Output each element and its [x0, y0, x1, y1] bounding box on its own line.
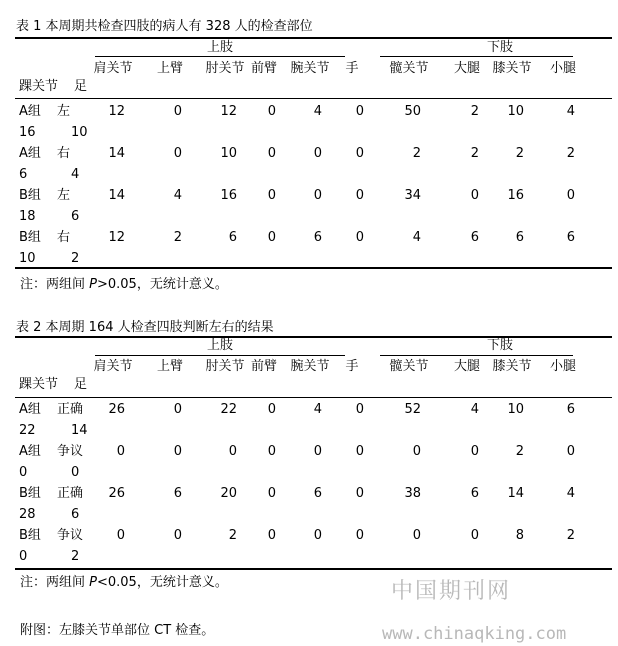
table2-row-side: 正确: [57, 402, 84, 417]
table1-table-cell: 10: [507, 104, 524, 119]
watermark-url: www.chinaqking.com: [382, 624, 567, 644]
table2-table-cell: 4: [470, 402, 479, 417]
table2-table-cell: 6: [313, 486, 322, 501]
appendix-caption: 附图：左膝关节单部位 CT 检查。: [20, 623, 215, 638]
table2-row-group: B组: [19, 486, 41, 501]
table2-table-cell: 0: [355, 402, 364, 417]
table2-table-cell: 2: [566, 528, 575, 543]
table1-col-header: 腕关节: [290, 61, 330, 76]
table1-caption: 表 1 本周期共检查四肢的病人有 328 人的检查部位: [16, 19, 313, 34]
table1-table-cell: 0: [355, 230, 364, 245]
table1-row-group: B组: [19, 230, 41, 245]
table1-table-cell: 4: [173, 188, 182, 203]
table2-table-cell: 6: [470, 486, 479, 501]
table1-table-cell: 2: [470, 104, 479, 119]
table2-table-cell: 0: [173, 444, 182, 459]
table2-col-header: 前臂: [250, 359, 277, 374]
table1-row-ankle: 18: [19, 209, 36, 224]
table1-row-ankle: 6: [19, 167, 28, 182]
table1-col-header: 手: [345, 61, 359, 76]
table1-table-cell: 16: [220, 188, 237, 203]
table1-row-ankle: 16: [19, 125, 36, 140]
table2-table-cell: 0: [355, 486, 364, 501]
table2-row-ankle: 0: [19, 549, 28, 564]
table1-row-header-ankle: 踝关节: [19, 79, 59, 94]
table1-table-cell: 6: [228, 230, 237, 245]
table2-table-cell: 8: [515, 528, 524, 543]
table1-col-header: 大腿: [453, 61, 480, 76]
table2-table-cell: 52: [404, 402, 421, 417]
table1-table-cell: 0: [355, 146, 364, 161]
table2-table-cell: 0: [267, 444, 276, 459]
table2-row-side: 正确: [57, 486, 84, 501]
table1-table-cell: 0: [470, 188, 479, 203]
table1-table-cell: 0: [313, 188, 322, 203]
table1-table-cell: 0: [267, 104, 276, 119]
table2-row-foot: 6: [71, 507, 80, 522]
table1-row-side: 右: [57, 146, 71, 161]
table2-upper-span-rule: [95, 355, 345, 356]
table1-upper-limb-header: 上肢: [206, 40, 233, 55]
table2-table-cell: 0: [412, 444, 421, 459]
table1-table-cell: 0: [173, 104, 182, 119]
table2-table-cell: 14: [507, 486, 524, 501]
table1-top-rule: [15, 37, 612, 39]
table2-note: 注：两组间 P<0.05，无统计意义。: [20, 575, 228, 590]
table2-table-cell: 0: [313, 528, 322, 543]
watermark-cn: 中国期刊网: [391, 579, 512, 604]
table2-table-cell: 0: [116, 444, 125, 459]
table1-bottom-rule: [15, 267, 612, 269]
table1-row-group: A组: [19, 146, 41, 161]
table1-row-group: B组: [19, 188, 41, 203]
table1-table-cell: 0: [355, 188, 364, 203]
table1-table-cell: 2: [412, 146, 421, 161]
table2-row-group: A组: [19, 402, 41, 417]
table1-note: 注：两组间 P>0.05，无统计意义。: [20, 277, 228, 292]
table2-row-foot: 14: [71, 423, 88, 438]
table2-row-foot: 2: [71, 549, 80, 564]
table1-table-cell: 12: [220, 104, 237, 119]
table1-table-cell: 2: [173, 230, 182, 245]
table2-table-cell: 20: [220, 486, 237, 501]
table1-table-cell: 0: [566, 188, 575, 203]
table1-table-cell: 14: [108, 188, 125, 203]
table2-caption: 表 2 本周期 164 人检查四肢判断左右的结果: [16, 320, 274, 335]
table1-table-cell: 4: [412, 230, 421, 245]
table1-col-header: 髋关节: [389, 61, 429, 76]
table1-row-side: 右: [57, 230, 71, 245]
table1-table-cell: 4: [313, 104, 322, 119]
table2-lower-span-rule: [380, 355, 573, 356]
table2-row-foot: 0: [71, 465, 80, 480]
table1-row-side: 左: [57, 188, 71, 203]
table1-row-group: A组: [19, 104, 41, 119]
table2-row-group: A组: [19, 444, 41, 459]
table2-col-header: 髋关节: [389, 359, 429, 374]
table2-note-var: P: [89, 575, 97, 590]
table2-table-cell: 0: [313, 444, 322, 459]
table1-row-foot: 2: [71, 251, 80, 266]
table1-note-var: P: [89, 277, 97, 292]
table1-table-cell: 6: [470, 230, 479, 245]
table1-table-cell: 0: [355, 104, 364, 119]
table2-bottom-rule: [15, 568, 612, 570]
table1-header-rule: [15, 98, 612, 99]
table2-col-header: 腕关节: [290, 359, 330, 374]
table1-table-cell: 0: [313, 146, 322, 161]
table2-table-cell: 0: [116, 528, 125, 543]
table2-col-header: 小腿: [549, 359, 576, 374]
table1-col-header: 上臂: [156, 61, 183, 76]
table2-col-header: 手: [345, 359, 359, 374]
table2-table-cell: 26: [108, 402, 125, 417]
table1-table-cell: 2: [566, 146, 575, 161]
table2-table-cell: 0: [267, 402, 276, 417]
table1-table-cell: 12: [108, 104, 125, 119]
table2-row-group: B组: [19, 528, 41, 543]
table1-table-cell: 6: [515, 230, 524, 245]
table1-table-cell: 0: [173, 146, 182, 161]
table2-table-cell: 0: [412, 528, 421, 543]
table2-row-ankle: 22: [19, 423, 36, 438]
table2-upper-limb-header: 上肢: [206, 338, 233, 353]
table2-row-side: 争议: [57, 528, 84, 543]
table1-upper-span-rule: [95, 56, 345, 57]
table1-row-foot: 10: [71, 125, 88, 140]
table2-row-header-foot: 足: [74, 377, 88, 392]
table2-col-header: 肘关节: [205, 359, 245, 374]
table1-row-foot: 4: [71, 167, 80, 182]
table2-row-header-ankle: 踝关节: [19, 377, 59, 392]
table1-table-cell: 2: [470, 146, 479, 161]
table2-table-cell: 4: [313, 402, 322, 417]
table1-table-cell: 50: [404, 104, 421, 119]
table2-table-cell: 26: [108, 486, 125, 501]
table2-col-header: 上臂: [156, 359, 183, 374]
table2-table-cell: 0: [228, 444, 237, 459]
table1-table-cell: 10: [220, 146, 237, 161]
table2-table-cell: 0: [173, 528, 182, 543]
table2-col-header: 膝关节: [492, 359, 532, 374]
table1-col-header: 小腿: [549, 61, 576, 76]
table2-table-cell: 0: [173, 402, 182, 417]
table1-row-ankle: 10: [19, 251, 36, 266]
table2-table-cell: 2: [228, 528, 237, 543]
table2-col-header: 肩关节: [93, 359, 133, 374]
table2-table-cell: 10: [507, 402, 524, 417]
table1-table-cell: 16: [507, 188, 524, 203]
table1-table-cell: 14: [108, 146, 125, 161]
table2-table-cell: 0: [470, 528, 479, 543]
table2-table-cell: 0: [470, 444, 479, 459]
table2-table-cell: 0: [355, 528, 364, 543]
table2-col-header: 大腿: [453, 359, 480, 374]
table1-col-header: 膝关节: [492, 61, 532, 76]
table1-col-header: 前臂: [250, 61, 277, 76]
table1-col-header: 肘关节: [205, 61, 245, 76]
table2-table-cell: 0: [267, 528, 276, 543]
table1-col-header: 肩关节: [93, 61, 133, 76]
table2-table-cell: 0: [267, 486, 276, 501]
table1-table-cell: 12: [108, 230, 125, 245]
table1-row-side: 左: [57, 104, 71, 119]
table2-row-side: 争议: [57, 444, 84, 459]
table2-row-ankle: 28: [19, 507, 36, 522]
table1-table-cell: 0: [267, 230, 276, 245]
table1-table-cell: 4: [566, 104, 575, 119]
table1-lower-span-rule: [380, 56, 573, 57]
table2-table-cell: 2: [515, 444, 524, 459]
table1-lower-limb-header: 下肢: [486, 40, 513, 55]
table1-table-cell: 6: [313, 230, 322, 245]
table2-table-cell: 22: [220, 402, 237, 417]
table1-table-cell: 0: [267, 188, 276, 203]
table1-table-cell: 2: [515, 146, 524, 161]
table1-row-foot: 6: [71, 209, 80, 224]
table2-header-rule: [15, 397, 612, 398]
table2-table-cell: 6: [566, 402, 575, 417]
table1-table-cell: 6: [566, 230, 575, 245]
table2-table-cell: 6: [173, 486, 182, 501]
table2-lower-limb-header: 下肢: [486, 338, 513, 353]
table1-row-header-foot: 足: [74, 79, 88, 94]
table1-table-cell: 0: [267, 146, 276, 161]
table2-table-cell: 0: [566, 444, 575, 459]
table2-row-ankle: 0: [19, 465, 28, 480]
table2-table-cell: 4: [566, 486, 575, 501]
table1-table-cell: 34: [404, 188, 421, 203]
table2-table-cell: 0: [355, 444, 364, 459]
table2-table-cell: 38: [404, 486, 421, 501]
